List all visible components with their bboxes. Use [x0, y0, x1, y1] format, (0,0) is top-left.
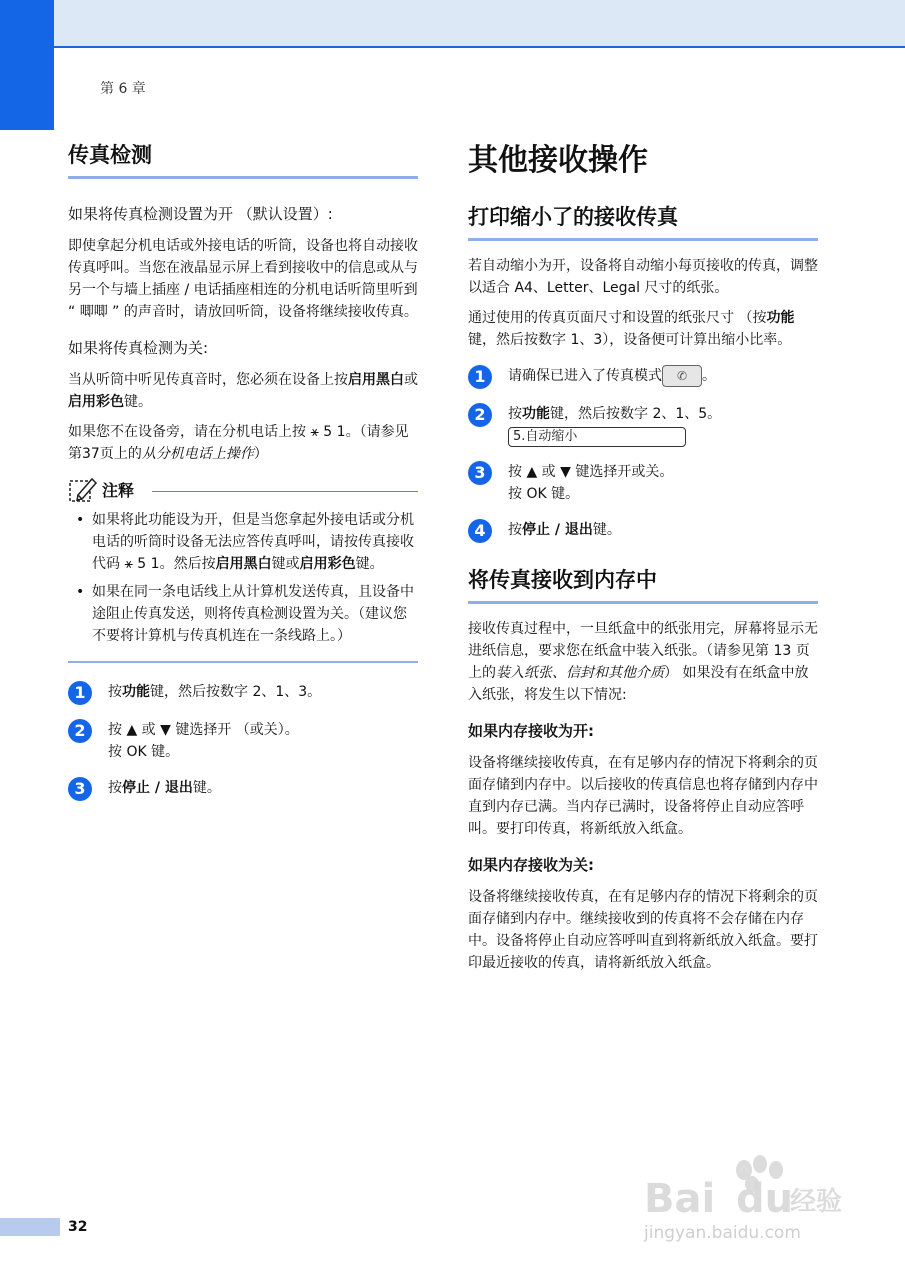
note-divider	[152, 491, 418, 492]
mono-start-key: 启用黑白	[215, 556, 272, 572]
right-step-1	[468, 365, 818, 389]
svg-text:jingyan.baidu.com: jingyan.baidu.com	[644, 1223, 801, 1243]
lcd-display: 5.自动缩小	[508, 427, 686, 447]
menu-key: 功能	[122, 684, 150, 700]
text-segment: 键。	[124, 394, 152, 410]
memory-on-heading: 如果内存接收为开:	[468, 722, 594, 740]
colour-start-key: 启用彩色	[68, 394, 124, 410]
fax-detect-title: 传真检测	[68, 140, 418, 179]
text-segment: ）	[253, 446, 268, 462]
page-number-bar	[0, 1218, 60, 1236]
text-segment: 如果将此功能设为开，但是当您拿起外接电话或分机电话的听筒时设备无法应答传真呼叫，请按传真接收代码 ⚹ 5 1。然后按	[92, 512, 414, 572]
fax-detect-off-body2	[68, 421, 418, 465]
left-step-2	[68, 719, 418, 763]
step-number: 4	[468, 519, 492, 543]
text-segment: 请确保已进入了传真模式	[508, 368, 662, 384]
note-header	[68, 475, 418, 503]
note-title: 注释	[102, 480, 135, 500]
text-segment: 键或	[271, 556, 300, 572]
right-step-3	[468, 461, 818, 505]
baidu-watermark-logo	[640, 1150, 860, 1250]
stop-exit-key: 停止 / 退出	[522, 522, 593, 538]
text-segment: 键。	[192, 780, 221, 796]
right-step-2	[468, 403, 818, 447]
text-segment: 按 OK 键。	[508, 486, 580, 502]
text-segment: 接收传真过程中，一旦纸盒中的纸张用完，屏幕将显示无进纸信息，要求您在纸盒中装入纸张。（请参见第 13 页上的	[468, 621, 818, 681]
step-number: 3	[468, 461, 492, 485]
text-segment: 键。	[592, 522, 621, 538]
reduced-print-p2	[468, 307, 818, 351]
memory-on-body: 设备将继续接收传真，在有足够内存的情况下将剩余的页面存储到内存中。以后接收的传真信息也将存储到内存中直到内存已满。当内存已满时，设备将停止自动应答呼叫。要打印传真，将新纸放入纸盒。	[468, 755, 818, 837]
note-item	[68, 509, 418, 575]
text-segment: 按	[508, 522, 522, 538]
step-text	[108, 719, 299, 763]
memory-receive-p1	[468, 618, 818, 706]
step-number: 3	[68, 777, 92, 801]
note-item	[68, 581, 418, 647]
step-text	[508, 365, 716, 387]
step-text	[108, 777, 221, 799]
left-step-1	[68, 681, 418, 705]
right-column	[468, 140, 818, 982]
chapter-label: 第 6 章	[100, 81, 146, 97]
step-text	[508, 403, 721, 447]
text-segment: 按 ▲ 或 ▼ 键选择开 （或关）。	[108, 722, 299, 738]
stop-exit-key: 停止 / 退出	[122, 780, 193, 796]
fax-detect-on-heading: 如果将传真检测设置为开 （默认设置）:	[68, 205, 333, 223]
step-number: 1	[468, 365, 492, 389]
other-receive-title: 其他接收操作	[468, 143, 648, 178]
chapter-tab	[0, 0, 54, 130]
step-number: 2	[68, 719, 92, 743]
text-segment: 通过使用的传真页面尺寸和设置的纸张尺寸 （按	[468, 310, 767, 326]
text-segment: 键。	[355, 556, 384, 572]
text-segment: 或	[404, 372, 418, 388]
text-segment: 当从听筒中听见传真音时，您必须在设备上按	[68, 372, 348, 388]
text-segment: ） 如果没有在纸盒中放入纸张，将发生以下情况:	[468, 665, 809, 703]
text-segment: 键，然后按数字 2、1、5。	[550, 406, 722, 422]
text-segment: 按	[108, 780, 122, 796]
text-segment: 键，然后按数字 1、3），设备便可计算出缩小比率。	[468, 332, 792, 348]
note-pencil-icon	[68, 475, 98, 503]
step-number: 1	[68, 681, 92, 705]
step-text	[108, 681, 321, 703]
text-segment: 如果在同一条电话线上从计算机发送传真，且设备中途阻止传真发送，则将传真检测设置为关。（建议您不要将计算机与传真机连在一条线路上。）	[92, 584, 414, 644]
text-segment: 按	[508, 406, 522, 422]
reduced-print-title: 打印缩小了的接收传真	[468, 202, 818, 241]
step-number: 2	[468, 403, 492, 427]
text-segment: 按 ▲ 或 ▼ 键选择开或关。	[508, 464, 674, 480]
svg-text:Bai: Bai	[644, 1176, 716, 1222]
fax-icon: ✆	[662, 365, 702, 387]
notes-list	[68, 509, 418, 663]
step-text	[508, 519, 621, 541]
fax-detect-off-heading: 如果将传真检测为关:	[68, 339, 209, 357]
memory-off-heading: 如果内存接收为关:	[468, 856, 594, 874]
text-segment: 。	[702, 368, 716, 384]
svg-text:经验: 经验	[790, 1187, 843, 1217]
text-segment: 按	[108, 684, 122, 700]
header-band	[0, 0, 905, 48]
svg-text:du: du	[736, 1176, 794, 1222]
text-segment: 键，然后按数字 2、1、3。	[150, 684, 322, 700]
fax-detect-off-body1	[68, 369, 418, 413]
cross-reference: 从分机电话上操作	[141, 446, 254, 462]
memory-off-body: 设备将继续接收传真，在有足够内存的情况下将剩余的页面存储到内存中。继续接收到的传真将不会存储在内存中。设备将停止自动应答呼叫直到将新纸放入纸盒。要打印最近接收的传真，请将新纸放入纸盒。	[468, 889, 818, 971]
memory-receive-title: 将传真接收到内存中	[468, 565, 818, 604]
right-step-4	[468, 519, 818, 543]
cross-reference: 装入纸张、信封和其他介质	[496, 665, 664, 681]
left-step-3	[68, 777, 418, 801]
page-number: 32	[68, 1219, 88, 1235]
colour-start-key: 启用彩色	[299, 556, 356, 572]
fax-detect-on-body: 即使拿起分机电话或外接电话的听筒，设备也将自动接收传真呼叫。当您在液晶显示屏上看到接收中的信息或从与另一个与墙上插座 / 电话插座相连的分机电话听筒里听到 “ 唧唧 ” 的声音时，请放回听筒，设备将继续接收传真。	[68, 238, 418, 320]
step-text	[508, 461, 673, 505]
menu-key: 功能	[766, 310, 795, 326]
left-column	[68, 140, 418, 815]
text-segment: 按 OK 键。	[108, 744, 180, 760]
mono-start-key: 启用黑白	[348, 372, 404, 388]
menu-key: 功能	[522, 406, 550, 422]
reduced-print-p1: 若自动缩小为开，设备将自动缩小每页接收的传真，调整以适合 A4、Letter、Legal 尺寸的纸张。	[468, 258, 818, 296]
text-segment: 如果您不在设备旁，请在分机电话上按 ⚹ 5 1。（请参见第37页上的	[68, 424, 409, 462]
